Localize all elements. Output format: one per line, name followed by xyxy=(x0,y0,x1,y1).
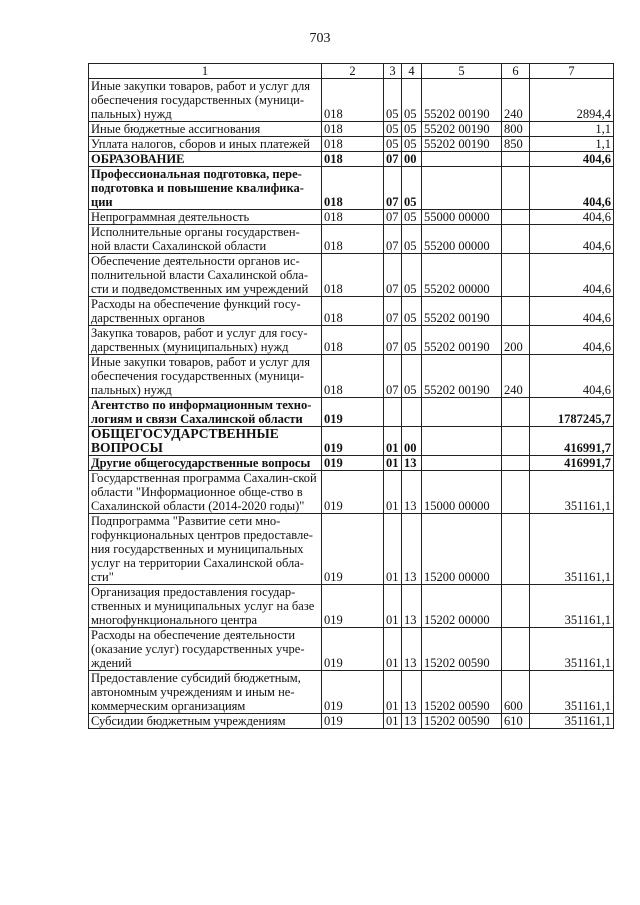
row-code-cell-5: 55202 00190 xyxy=(422,137,502,152)
row-amount-cell: 1,1 xyxy=(530,137,614,152)
row-code-cell-5: 55000 00000 xyxy=(422,210,502,225)
table-row xyxy=(89,585,614,628)
table-row xyxy=(89,514,614,585)
row-code-cell-3: 01 xyxy=(384,585,402,628)
row-amount-cell: 351161,1 xyxy=(530,628,614,671)
row-code-cell-4: 13 xyxy=(402,514,422,585)
col-header-4: 4 xyxy=(402,64,422,79)
row-amount-cell: 416991,7 xyxy=(530,427,614,456)
row-code-cell-5: 15000 00000 xyxy=(422,471,502,514)
row-code-cell-3: 01 xyxy=(384,456,402,471)
table-row xyxy=(89,254,614,297)
row-code-cell-3: 01 xyxy=(384,671,402,714)
row-code-cell-5: 15202 00000 xyxy=(422,585,502,628)
row-amount-cell: 404,6 xyxy=(530,297,614,326)
row-code-cell-4: 05 xyxy=(402,167,422,210)
row-code-cell-4: 13 xyxy=(402,628,422,671)
row-code-cell-4: 05 xyxy=(402,254,422,297)
row-code-cell-6 xyxy=(502,456,530,471)
col-header-5: 5 xyxy=(422,64,502,79)
row-name-cell: Уплата налогов, сборов и иных платежей xyxy=(89,137,322,152)
row-name-cell: Другие общегосударственные вопросы xyxy=(89,456,322,471)
col-header-7: 7 xyxy=(530,64,614,79)
row-code-cell-6: 800 xyxy=(502,122,530,137)
table-row xyxy=(89,79,614,122)
table-row xyxy=(89,671,614,714)
table-row xyxy=(89,628,614,671)
row-code-cell-6 xyxy=(502,514,530,585)
row-code-cell-2: 019 xyxy=(322,628,384,671)
row-amount-cell: 351161,1 xyxy=(530,514,614,585)
row-code-cell-4: 13 xyxy=(402,456,422,471)
row-code-cell-4 xyxy=(402,398,422,427)
row-code-cell-6 xyxy=(502,254,530,297)
row-amount-cell: 351161,1 xyxy=(530,714,614,729)
row-code-cell-4: 05 xyxy=(402,210,422,225)
row-code-cell-3: 05 xyxy=(384,137,402,152)
row-code-cell-2: 018 xyxy=(322,254,384,297)
row-amount-cell: 351161,1 xyxy=(530,471,614,514)
row-code-cell-6: 240 xyxy=(502,79,530,122)
row-code-cell-2: 018 xyxy=(322,297,384,326)
row-amount-cell: 2894,4 xyxy=(530,79,614,122)
row-code-cell-6 xyxy=(502,152,530,167)
row-code-cell-6 xyxy=(502,297,530,326)
row-code-cell-2: 019 xyxy=(322,471,384,514)
row-code-cell-6 xyxy=(502,167,530,210)
row-code-cell-6: 610 xyxy=(502,714,530,729)
row-code-cell-4: 13 xyxy=(402,671,422,714)
table-row xyxy=(89,427,614,456)
row-code-cell-3: 07 xyxy=(384,210,402,225)
row-name-cell: Государственная программа Сахалин-ской области "Информационное обще-ство в Сахалинской области (2014-2020 годы)" xyxy=(89,471,322,514)
row-code-cell-3: 01 xyxy=(384,514,402,585)
col-header-3: 3 xyxy=(384,64,402,79)
row-code-cell-6 xyxy=(502,585,530,628)
row-code-cell-5: 15202 00590 xyxy=(422,714,502,729)
table-row xyxy=(89,297,614,326)
row-code-cell-4: 13 xyxy=(402,585,422,628)
row-amount-cell: 351161,1 xyxy=(530,671,614,714)
col-header-2: 2 xyxy=(322,64,384,79)
row-code-cell-6 xyxy=(502,225,530,254)
table-row xyxy=(89,122,614,137)
header-row xyxy=(89,64,614,79)
row-name-cell: Исполнительные органы государствен-ной власти Сахалинской области xyxy=(89,225,322,254)
row-code-cell-5 xyxy=(422,456,502,471)
col-header-1: 1 xyxy=(89,64,322,79)
table-row xyxy=(89,355,614,398)
row-code-cell-5 xyxy=(422,427,502,456)
budget-table xyxy=(88,63,614,729)
row-code-cell-3: 01 xyxy=(384,427,402,456)
row-code-cell-5 xyxy=(422,167,502,210)
row-code-cell-5: 55200 00000 xyxy=(422,225,502,254)
table-row xyxy=(89,210,614,225)
row-code-cell-4: 13 xyxy=(402,471,422,514)
row-code-cell-2: 018 xyxy=(322,326,384,355)
row-code-cell-3: 07 xyxy=(384,297,402,326)
table-row xyxy=(89,137,614,152)
row-code-cell-4: 05 xyxy=(402,137,422,152)
row-code-cell-5 xyxy=(422,398,502,427)
row-code-cell-3: 07 xyxy=(384,326,402,355)
row-code-cell-3: 07 xyxy=(384,167,402,210)
row-code-cell-6 xyxy=(502,427,530,456)
row-code-cell-5: 55202 00190 xyxy=(422,79,502,122)
row-code-cell-2: 019 xyxy=(322,427,384,456)
row-code-cell-6: 600 xyxy=(502,671,530,714)
row-code-cell-5: 15202 00590 xyxy=(422,628,502,671)
row-name-cell: Расходы на обеспечение функций госу-дарственных органов xyxy=(89,297,322,326)
table-row xyxy=(89,167,614,210)
row-code-cell-5 xyxy=(422,152,502,167)
row-code-cell-2: 018 xyxy=(322,79,384,122)
row-code-cell-4: 05 xyxy=(402,355,422,398)
col-header-6: 6 xyxy=(502,64,530,79)
row-amount-cell: 416991,7 xyxy=(530,456,614,471)
row-code-cell-2: 019 xyxy=(322,514,384,585)
row-code-cell-6: 850 xyxy=(502,137,530,152)
row-code-cell-5: 15202 00590 xyxy=(422,671,502,714)
table-row xyxy=(89,225,614,254)
row-code-cell-3: 07 xyxy=(384,152,402,167)
table-row xyxy=(89,398,614,427)
row-name-cell: Профессиональная подготовка, пере-подготовка и повышение квалифика-ции xyxy=(89,167,322,210)
row-code-cell-4: 05 xyxy=(402,326,422,355)
row-amount-cell: 1787245,7 xyxy=(530,398,614,427)
row-name-cell: ОБЩЕГОСУДАРСТВЕННЫЕ ВОПРОСЫ xyxy=(89,427,322,456)
row-code-cell-4: 00 xyxy=(402,152,422,167)
row-code-cell-4: 05 xyxy=(402,225,422,254)
row-amount-cell: 404,6 xyxy=(530,152,614,167)
row-code-cell-4: 13 xyxy=(402,714,422,729)
page-number: 703 xyxy=(309,31,331,46)
row-name-cell: Обеспечение деятельности органов ис-полнительной власти Сахалинской обла-сти и подведомственных им учреждений xyxy=(89,254,322,297)
table-row xyxy=(89,456,614,471)
row-name-cell: Предоставление субсидий бюджетным, автономным учреждениям и иным не-коммерческим организациям xyxy=(89,671,322,714)
row-code-cell-3: 01 xyxy=(384,628,402,671)
row-code-cell-6 xyxy=(502,471,530,514)
row-code-cell-2: 019 xyxy=(322,585,384,628)
row-code-cell-2: 019 xyxy=(322,714,384,729)
row-amount-cell: 1,1 xyxy=(530,122,614,137)
row-code-cell-6 xyxy=(502,210,530,225)
row-name-cell: Агентство по информационным техно-логиям и связи Сахалинской области xyxy=(89,398,322,427)
row-name-cell: Подпрограмма "Развитие сети мно-гофункциональных центров предоставле-ния государственных и муниципальных услуг на территории Сахалинской обла-сти" xyxy=(89,514,322,585)
row-amount-cell: 404,6 xyxy=(530,225,614,254)
row-code-cell-5: 55202 00190 xyxy=(422,297,502,326)
row-code-cell-2: 018 xyxy=(322,355,384,398)
table-row xyxy=(89,326,614,355)
table-row xyxy=(89,714,614,729)
row-name-cell: Непрограммная деятельность xyxy=(89,210,322,225)
row-code-cell-5: 55202 00190 xyxy=(422,355,502,398)
row-code-cell-6: 240 xyxy=(502,355,530,398)
row-code-cell-4: 00 xyxy=(402,427,422,456)
row-code-cell-3: 07 xyxy=(384,355,402,398)
row-code-cell-2: 019 xyxy=(322,456,384,471)
row-name-cell: Иные закупки товаров, работ и услуг для обеспечения государственных (муници-пальных) нужд xyxy=(89,355,322,398)
row-code-cell-2: 018 xyxy=(322,152,384,167)
row-name-cell: Закупка товаров, работ и услуг для госу-дарственных (муниципальных) нужд xyxy=(89,326,322,355)
row-code-cell-2: 019 xyxy=(322,398,384,427)
row-name-cell: Расходы на обеспечение деятельности (оказание услуг) государственных учре-ждений xyxy=(89,628,322,671)
row-name-cell: Организация предоставления государ-ственных и муниципальных услуг на базе многофункционального центра xyxy=(89,585,322,628)
row-code-cell-3: 01 xyxy=(384,471,402,514)
row-code-cell-2: 018 xyxy=(322,210,384,225)
row-code-cell-3: 07 xyxy=(384,254,402,297)
row-name-cell: Иные закупки товаров, работ и услуг для обеспечения государственных (муници-пальных) нужд xyxy=(89,79,322,122)
row-code-cell-4: 05 xyxy=(402,122,422,137)
row-code-cell-3: 01 xyxy=(384,714,402,729)
row-code-cell-3: 05 xyxy=(384,122,402,137)
row-amount-cell: 404,6 xyxy=(530,326,614,355)
row-name-cell: ОБРАЗОВАНИЕ xyxy=(89,152,322,167)
row-code-cell-2: 018 xyxy=(322,122,384,137)
row-code-cell-2: 018 xyxy=(322,167,384,210)
row-code-cell-3: 05 xyxy=(384,79,402,122)
row-code-cell-3 xyxy=(384,398,402,427)
row-amount-cell: 404,6 xyxy=(530,210,614,225)
row-code-cell-6: 200 xyxy=(502,326,530,355)
row-code-cell-5: 15200 00000 xyxy=(422,514,502,585)
row-code-cell-3: 07 xyxy=(384,225,402,254)
row-amount-cell: 351161,1 xyxy=(530,585,614,628)
row-amount-cell: 404,6 xyxy=(530,355,614,398)
row-code-cell-4: 05 xyxy=(402,297,422,326)
row-code-cell-5: 55202 00190 xyxy=(422,326,502,355)
row-code-cell-5: 55202 00190 xyxy=(422,122,502,137)
row-code-cell-5: 55202 00000 xyxy=(422,254,502,297)
row-code-cell-2: 018 xyxy=(322,137,384,152)
row-code-cell-2: 019 xyxy=(322,671,384,714)
row-name-cell: Иные бюджетные ассигнования xyxy=(89,122,322,137)
row-amount-cell: 404,6 xyxy=(530,254,614,297)
row-code-cell-4: 05 xyxy=(402,79,422,122)
table-row xyxy=(89,152,614,167)
row-code-cell-6 xyxy=(502,398,530,427)
row-code-cell-6 xyxy=(502,628,530,671)
row-name-cell: Субсидии бюджетным учреждениям xyxy=(89,714,322,729)
row-amount-cell: 404,6 xyxy=(530,167,614,210)
row-code-cell-2: 018 xyxy=(322,225,384,254)
table-row xyxy=(89,471,614,514)
